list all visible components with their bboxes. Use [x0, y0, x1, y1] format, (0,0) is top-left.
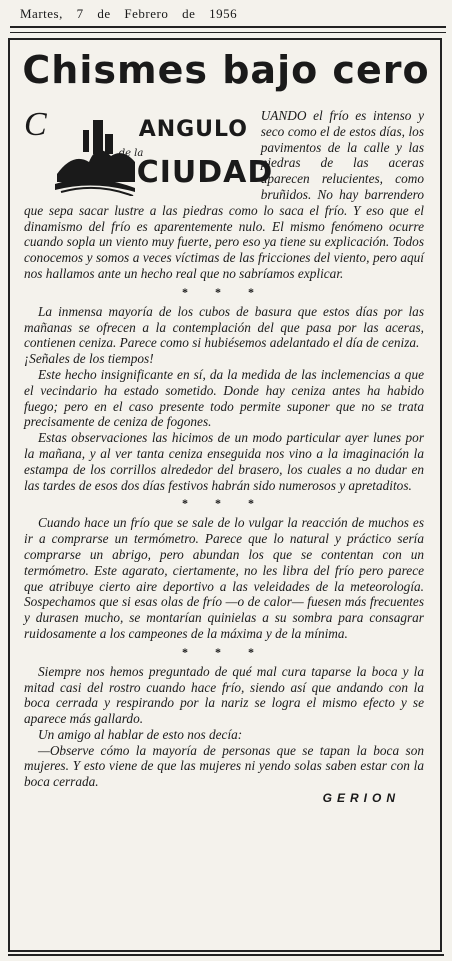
logo-title: ANGULO	[138, 117, 248, 142]
dateline-weekday: Martes,	[20, 6, 63, 21]
dateline	[20, 6, 440, 22]
section-separator: * * *	[182, 284, 266, 299]
section-separator: * * *	[182, 644, 266, 659]
author-signature: GERION	[322, 791, 400, 806]
dateline-day: 7	[76, 6, 84, 21]
drop-cap: C	[24, 106, 47, 143]
dateline-de: de	[97, 6, 111, 21]
paragraph: Cuando hace un frío que se sale de lo vulgar la reacción de muchos es ir a comprarse un termómetro. Parece que lo natural y práctico sería comprarse un abrigo, pero abundan los que se contentan con un termómetro. Este agarato, ciertamente, no les libra del frío pero parece que atribuye cierto aire deportivo a las veleidades de la meteorología. Sospechamos que si esas olas de frío —o de calor— fuesen más frecuentes y durasen mucho, se montarían quinielas a su sombra para consagrar ruidosamente a los campeones de la máxima y de la mínima.	[24, 515, 424, 641]
dateline-de: de	[182, 6, 196, 21]
paragraph: Este hecho insignificante en sí, da la medida de las inclemencias a que el vecindario ha estado sometido. Donde hay ceniza antes ha habido fuego; pero en el caso presente todo permite suponer que no se trata precisamente de ceniza de fogones.	[24, 366, 424, 430]
column-logo	[53, 112, 274, 196]
paragraph: ¡Señales de los tiempos!	[24, 351, 154, 367]
paragraph: La inmensa mayoría de los cubos de basura que estos días por las mañanas se ofrecen a la contemplación del que pasa por las aceras, contienen ceniza. Parece como si hubiésemos adelantado el día de ceniza.	[24, 303, 424, 351]
paragraph: —Observe cómo la mayoría de personas que se tapan la boca son mujeres. Y esto viene de que las mujeres ni yendo solas saben estar con la boca cerrada.	[24, 742, 424, 790]
paragraph-text: UANDO el frío es intenso y seco como el de estos días, los pavimentos de la calle y las piedras de las aceras aparecen relucientes, como bruñidos. No hay barrendero que sepa sacar lustre a las piedras como lo saca el frío. Y eso que el dinamismo del frío es aparentemente nulo. El mismo fenómeno ocurre cuando sopla un viento muy fuerte, pero eso ya tiene su explicación. Todos conocemos y somos a veces víctimas de las fricciones del viento, pero aquí nos hallamos ante un hecho real que no sabríamos explicar.	[24, 108, 424, 281]
article-title: Chismes bajo cero	[22, 48, 430, 92]
paragraph: Siempre nos hemos preguntado de qué mal cura taparse la boca y la mitad casi del rostro cuando hace frío, siendo así que andando con la boca cerrada y respirando por la nariz se logra el mismo efecto y se aparece más gallardo.	[24, 663, 424, 727]
logo-city: CIUDAD	[136, 155, 274, 190]
paragraph: Estas observaciones las hicimos de un modo particular ayer lunes por la mañana, y al ver tanta ceniza enseguida nos vino a la imaginación la estampa de los corrillos alrededor del brasero, los cuales a no dudar en las tardes de esos dos días festivos habrán sido numerosos y apretaditos.	[24, 430, 424, 493]
article-body	[24, 108, 424, 806]
logo-sub: de la	[118, 148, 144, 159]
paragraph	[24, 108, 424, 282]
section-separator: * * *	[182, 496, 266, 511]
dateline-month: Febrero	[124, 6, 169, 21]
bottom-rule	[8, 954, 444, 956]
dateline-year: 1956	[209, 6, 238, 21]
top-rule	[10, 26, 446, 33]
paragraph: Un amigo al hablar de esto nos decía:	[38, 726, 243, 742]
